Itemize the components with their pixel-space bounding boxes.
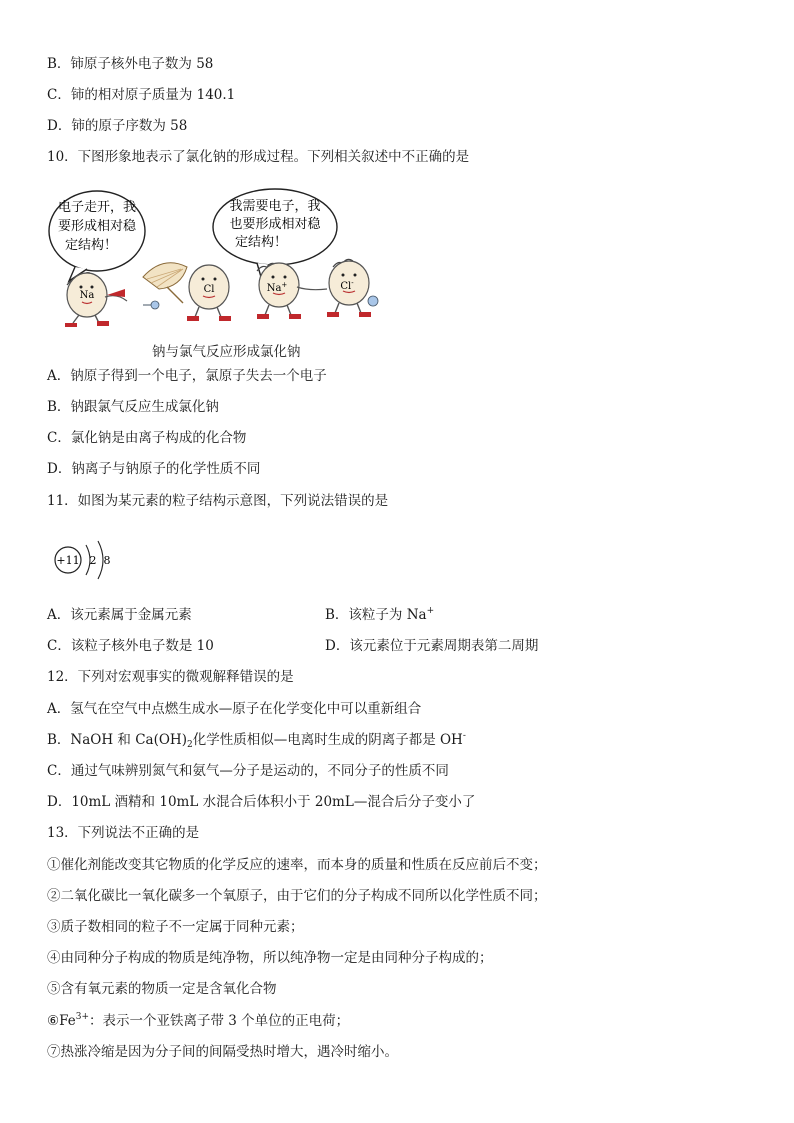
sodium-atom-character bbox=[65, 273, 127, 327]
q10-stem: 10．下图形象地表示了氯化钠的形成过程。下列相关叙述中不正确的是 bbox=[47, 149, 470, 165]
q12-option-b-charge: - bbox=[462, 731, 466, 741]
chloride-ion-character bbox=[327, 259, 378, 317]
q13-s6-prefix: ⑥Fe bbox=[47, 1013, 76, 1029]
q12-option-a: A．氢气在空气中点燃生成水—原子在化学变化中可以重新组合 bbox=[47, 701, 422, 717]
bubble-left-line3: 定结构！ bbox=[64, 238, 118, 253]
q10-option-a: A．钠原子得到一个电子，氯原子失去一个电子 bbox=[47, 368, 327, 384]
bubble-left-line2: 要形成相对稳 bbox=[57, 219, 137, 234]
q13-statement-7: ⑦热涨冷缩是因为分子间的间隔受热时增大，遇冷时缩小。 bbox=[47, 1044, 398, 1060]
q12-option-d: D．10mL 酒精和 10mL 水混合后体积小于 20mL—混合后分子变小了 bbox=[47, 794, 476, 810]
q13-statement-3: ③质子数相同的粒子不一定属于同种元素； bbox=[47, 919, 304, 935]
bubble-right-line3: 定结构！ bbox=[234, 235, 288, 250]
q9-option-b: B．铈原子核外电子数为 58 bbox=[47, 56, 214, 72]
cl-ion-label: Cl bbox=[340, 281, 352, 292]
electron-shell-2 bbox=[98, 541, 103, 579]
bubble-right-line2: 也要形成相对稳 bbox=[229, 217, 321, 232]
q10-option-d: D．钠离子与钠原子的化学性质不同 bbox=[47, 461, 261, 477]
butterfly-net-icon bbox=[143, 263, 187, 309]
chlorine-atom-character bbox=[187, 265, 231, 321]
speech-bubble-left bbox=[49, 191, 145, 281]
cl-ion-charge: - bbox=[351, 279, 354, 287]
q13-statement-4: ④由同种分子构成的物质是纯净物，所以纯净物一定是由同种分子构成的； bbox=[47, 950, 493, 966]
na-label: Na bbox=[79, 290, 95, 301]
na-ion-label: Na bbox=[266, 283, 282, 294]
cl-label: Cl bbox=[203, 284, 215, 295]
na-ion-charge: + bbox=[281, 281, 288, 289]
q12-option-b bbox=[47, 731, 466, 749]
q10-option-b: B．钠跟氯气反应生成氯化钠 bbox=[47, 399, 219, 415]
q13-statement-5: ⑤含有氧元素的物质一定是含氧化合物 bbox=[47, 981, 277, 997]
q13-statement-2: ②二氧化碳比一氧化碳多一个氧原子，由于它们的分子构成不同所以化学性质不同； bbox=[47, 888, 547, 904]
sodium-chloride-cartoon bbox=[47, 183, 397, 328]
q10-option-c: C．氯化钠是由离子构成的化合物 bbox=[47, 430, 247, 446]
nucleus-charge: +11 bbox=[56, 554, 80, 567]
bubble-right-line1: 我需要电子，我 bbox=[229, 199, 321, 214]
q11-stem: 11．如图为某元素的粒子结构示意图，下列说法错误的是 bbox=[47, 493, 389, 509]
atomic-structure-diagram bbox=[52, 537, 122, 583]
q11-option-c: C．该粒子核外电子数是 10 bbox=[47, 638, 214, 654]
q13-s6-text: ：表示一个亚铁离子带 3 个单位的正电荷； bbox=[89, 1013, 350, 1029]
shell-1-count: 2 bbox=[89, 554, 97, 567]
q11-option-b-charge: + bbox=[426, 606, 435, 616]
q12-option-c: C．通过气味辨别氮气和氨气—分子是运动的，不同分子的性质不同 bbox=[47, 763, 449, 779]
q9-option-c: C．铈的相对原子质量为 140.1 bbox=[47, 87, 236, 103]
bubble-left-line1: 电子走开，我 bbox=[57, 200, 137, 215]
q9-option-d: D．铈的原子序数为 58 bbox=[47, 118, 188, 134]
q12-option-b-subscript: 2 bbox=[186, 740, 193, 750]
q13-statement-6 bbox=[47, 1012, 349, 1030]
figure-caption: 钠与氯气反应形成氯化钠 bbox=[152, 344, 301, 360]
q13-statement-1: ①催化剂能改变其它物质的化学反应的速率，而本身的质量和性质在反应前后不变； bbox=[47, 857, 547, 873]
shell-2-count: 8 bbox=[103, 554, 111, 567]
q13-stem: 13．下列说法不正确的是 bbox=[47, 825, 200, 841]
sodium-ion-character bbox=[257, 263, 327, 319]
q12-stem: 12．下列对宏观事实的微观解释错误的是 bbox=[47, 669, 294, 685]
q11-option-b-text: B．该粒子为 Na bbox=[325, 607, 427, 623]
q11-option-a: A．该元素属于金属元素 bbox=[47, 607, 192, 623]
q11-option-d: D．该元素位于元素周期表第二周期 bbox=[325, 638, 539, 654]
q11-option-b bbox=[325, 606, 434, 624]
q13-s6-charge: 3+ bbox=[75, 1012, 90, 1022]
q12-option-b-part1: B．NaOH 和 Ca(OH) bbox=[47, 732, 187, 748]
q12-option-b-part2: 化学性质相似—电离时生成的阴离子都是 OH bbox=[192, 732, 463, 748]
